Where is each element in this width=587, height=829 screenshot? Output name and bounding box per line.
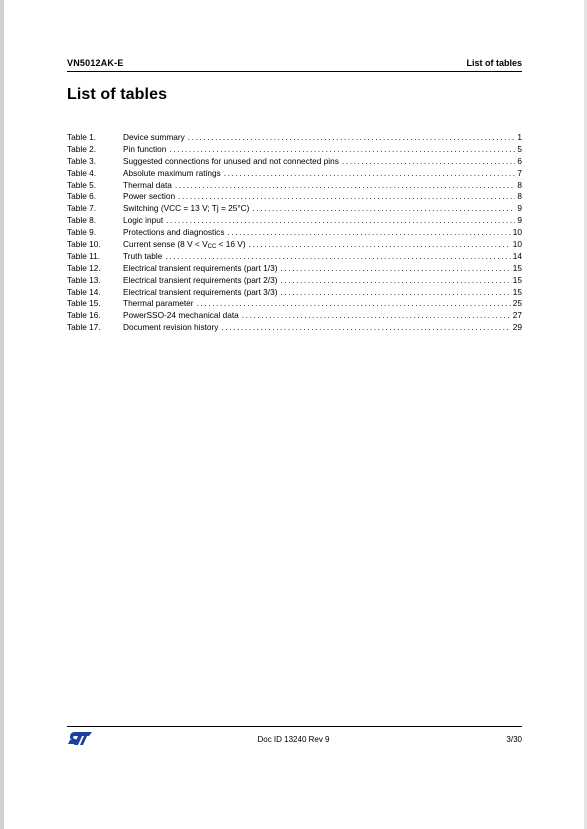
table-number: Table 6. [67,191,97,202]
toc-entry[interactable] [67,215,522,227]
leader-dots [224,168,516,180]
table-title[interactable]: Thermal parameter [123,298,194,309]
toc-entry[interactable] [67,203,522,215]
table-title[interactable]: PowerSSO-24 mechanical data [123,310,239,321]
page-ref[interactable]: 10 [512,239,522,250]
table-number: Table 4. [67,167,97,178]
page-left-edge [0,0,4,829]
header-doc-name: VN5012AK-E [67,58,124,68]
page-ref[interactable]: 15 [512,262,522,273]
page-ref[interactable]: 9 [517,215,522,226]
table-number: Table 9. [67,227,97,238]
footer-page-number: 3/30 [506,735,522,744]
table-number: Table 12. [67,262,101,273]
leader-dots [280,275,510,287]
table-title-part: Current sense (8 V < V [123,239,208,250]
toc-entry[interactable] [67,132,522,144]
page-ref[interactable]: 6 [517,155,522,166]
toc-entry[interactable] [67,156,522,168]
table-title[interactable]: Electrical transient requirements (part 1/3) [123,262,278,273]
leader-dots [342,156,515,168]
leader-dots [280,287,510,299]
table-number: Table 3. [67,155,97,166]
toc-entry[interactable] [67,180,522,192]
table-number: Table 1. [67,132,97,142]
header-rule [67,71,522,72]
leader-dots [197,298,511,310]
table-number: Table 5. [67,179,97,190]
table-title[interactable]: Thermal data [123,179,172,190]
toc-entry[interactable] [67,227,522,239]
table-title[interactable] [123,239,249,251]
leader-dots [169,144,515,156]
table-number: Table 13. [67,274,101,285]
table-title[interactable]: Absolute maximum ratings [123,167,221,178]
page-ref[interactable]: 15 [512,286,522,297]
leader-dots [175,180,515,192]
toc-entry[interactable] [67,168,522,180]
leader-dots [165,251,510,263]
page-ref[interactable]: 15 [512,274,522,285]
table-number: Table 2. [67,143,97,154]
table-title-part: < 16 V) [216,239,246,250]
page-ref[interactable]: 29 [512,322,522,333]
leader-dots [242,310,511,322]
toc-entry[interactable] [67,251,522,263]
header-section-title: List of tables [466,58,522,68]
table-title[interactable]: Protections and diagnostics [123,227,225,238]
table-title[interactable]: Logic input [123,215,164,226]
table-title[interactable]: Power section [123,191,176,202]
table-number: Table 14. [67,286,101,297]
table-number: Table 8. [67,215,97,226]
page-ref[interactable]: 27 [512,310,522,321]
toc-entry[interactable] [67,144,522,156]
footer-doc-id: Doc ID 13240 Rev 9 [257,735,330,744]
page-ref[interactable]: 14 [512,250,522,261]
page-header [67,58,522,72]
table-title[interactable]: Pin function [123,143,167,154]
table-number: Table 15. [67,298,101,309]
page-ref[interactable]: 10 [512,227,522,238]
page-ref[interactable]: 8 [517,179,522,190]
table-number: Table 11. [67,250,101,261]
leader-dots [221,322,510,334]
table-title[interactable]: Suggested connections for unused and not connected pins [123,155,339,166]
leader-dots [188,132,516,144]
table-title-subscript: CC [207,244,217,251]
table-title[interactable]: Switching (VCC = 13 V; Tj = 25°C) [123,203,250,214]
footer-rule [67,726,522,727]
toc-entry[interactable] [67,322,522,334]
toc-entry[interactable] [67,239,522,251]
table-title[interactable]: Truth table [123,250,163,261]
page-ref[interactable]: 1 [517,132,522,142]
table-title[interactable]: Electrical transient requirements (part 2/3) [123,274,278,285]
page-ref[interactable]: 7 [517,167,522,178]
page-ref[interactable]: 9 [517,203,522,214]
table-title[interactable]: Device summary [123,132,185,142]
leader-dots [249,239,511,251]
table-number: Table 17. [67,322,101,333]
leader-dots [227,227,510,239]
table-number: Table 10. [67,239,101,250]
page-ref[interactable]: 25 [512,298,522,309]
toc-entry[interactable] [67,298,522,310]
toc-entry[interactable] [67,263,522,275]
table-title[interactable]: Document revision history [123,322,219,333]
toc-entry[interactable] [67,191,522,203]
toc-entry[interactable] [67,310,522,322]
page-title: List of tables [67,86,168,103]
leader-dots [166,215,515,227]
list-of-tables [67,132,522,334]
page-ref[interactable]: 8 [517,191,522,202]
table-number: Table 7. [67,203,97,214]
table-title[interactable]: Electrical transient requirements (part 3/3) [123,286,278,297]
leader-dots [252,203,515,215]
table-number: Table 16. [67,310,101,321]
toc-entry[interactable] [67,275,522,287]
leader-dots [178,191,515,203]
page-ref[interactable]: 5 [517,143,522,154]
toc-entry[interactable] [67,287,522,299]
leader-dots [280,263,510,275]
